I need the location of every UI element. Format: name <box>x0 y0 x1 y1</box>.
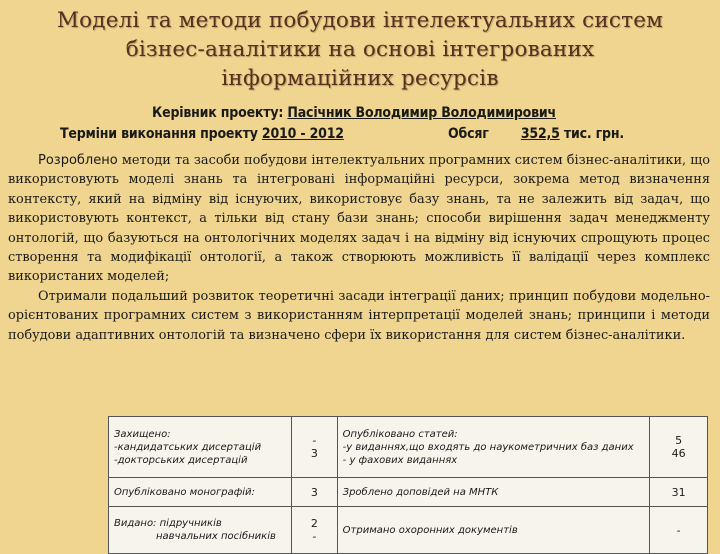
defended-label: Захищено: <box>114 428 171 440</box>
defended-item-1: -кандидатських дисертацій <box>114 441 262 453</box>
terms-value: 2010 - 2012 <box>261 126 344 142</box>
monographs-value: 3 <box>292 478 338 507</box>
table-row <box>109 417 708 478</box>
reports-value: 31 <box>650 478 708 507</box>
defended-cell <box>109 417 292 478</box>
title-line-2: бізнес-аналітики на основі інтегрованих <box>125 37 595 62</box>
articles-item-2: - у фахових виданнях <box>342 454 458 466</box>
page-title <box>10 6 710 93</box>
textbooks-values <box>292 507 338 554</box>
articles-value-2: 46 <box>671 447 686 460</box>
table-row <box>109 507 708 554</box>
articles-item-1: -у виданнях,що входять до наукометричних баз даних <box>342 441 634 453</box>
paragraph-1 <box>8 151 710 287</box>
project-leader <box>152 105 556 121</box>
articles-label: Опубліковано статей: <box>342 428 458 440</box>
textbooks-label-2: навчальних посібників <box>156 531 276 542</box>
paragraph-1-lead: Розроблено <box>38 153 118 168</box>
reports-label: Зроблено доповідей на МНТК <box>337 478 650 507</box>
title-line-3: інформаційних ресурсів <box>221 66 499 91</box>
volume-label: Обсяг <box>448 126 489 142</box>
articles-values <box>650 417 708 478</box>
defended-value-2: 3 <box>310 447 318 460</box>
project-terms <box>60 126 624 142</box>
textbooks-label-1: Видано: підручників <box>114 518 222 529</box>
articles-cell <box>337 417 650 478</box>
monographs-label: Опубліковано монографій: <box>109 478 292 507</box>
table-row <box>109 478 708 507</box>
defended-value-1: - <box>312 434 317 447</box>
results-table <box>108 416 708 554</box>
title-line-1: Моделі та методи побудови інтелектуальних систем <box>56 8 664 33</box>
patents-label: Отримано охоронних документів <box>337 507 650 554</box>
paragraph-2: Отримали подальший розвиток теоретичні засади інтеграції даних; принцип побудови модельно-орієнтованих програмних систем з використанням інтерпретації моделей знань; принципи і методи побудови адаптивних онтологій та визначено сфери їх використання для систем бізнес-аналітики. <box>8 288 710 343</box>
defended-item-2: -докторських дисертацій <box>114 454 248 466</box>
textbooks-cell <box>109 507 292 554</box>
defended-values <box>292 417 338 478</box>
articles-value-1: 5 <box>675 434 683 447</box>
terms-label: Терміни виконання проекту <box>60 126 258 142</box>
textbooks-value-2: - <box>312 530 317 543</box>
textbooks-value-1: 2 <box>310 517 318 530</box>
leader-label: Керівник проекту: <box>152 105 284 121</box>
patents-value: - <box>650 507 708 554</box>
project-description <box>8 151 710 345</box>
leader-name: Пасічник Володимир Володимирович <box>287 105 556 121</box>
paragraph-1-text: методи та засоби побудови інтелектуальних програмних систем бізнес-аналітики, що використовують моделі знань та інтегровані інформаційні ресурси, зокрема метод визначення контексту, який на відміну від існуючих, використовує базу знань, та не залежить від задач, що використовують контекст, а тільки від стану бази знань; способи вирішення задач менеджменту онтологій, що базуються на онтологічних моделях задач і на відміну від існуючих спрощують процес створення та модифікації онтології, а також створюють можливість її валідації через комплекс використаних моделей; <box>8 153 710 285</box>
volume-value: 352,5 <box>520 126 560 142</box>
volume-unit: тис. грн. <box>563 126 624 142</box>
